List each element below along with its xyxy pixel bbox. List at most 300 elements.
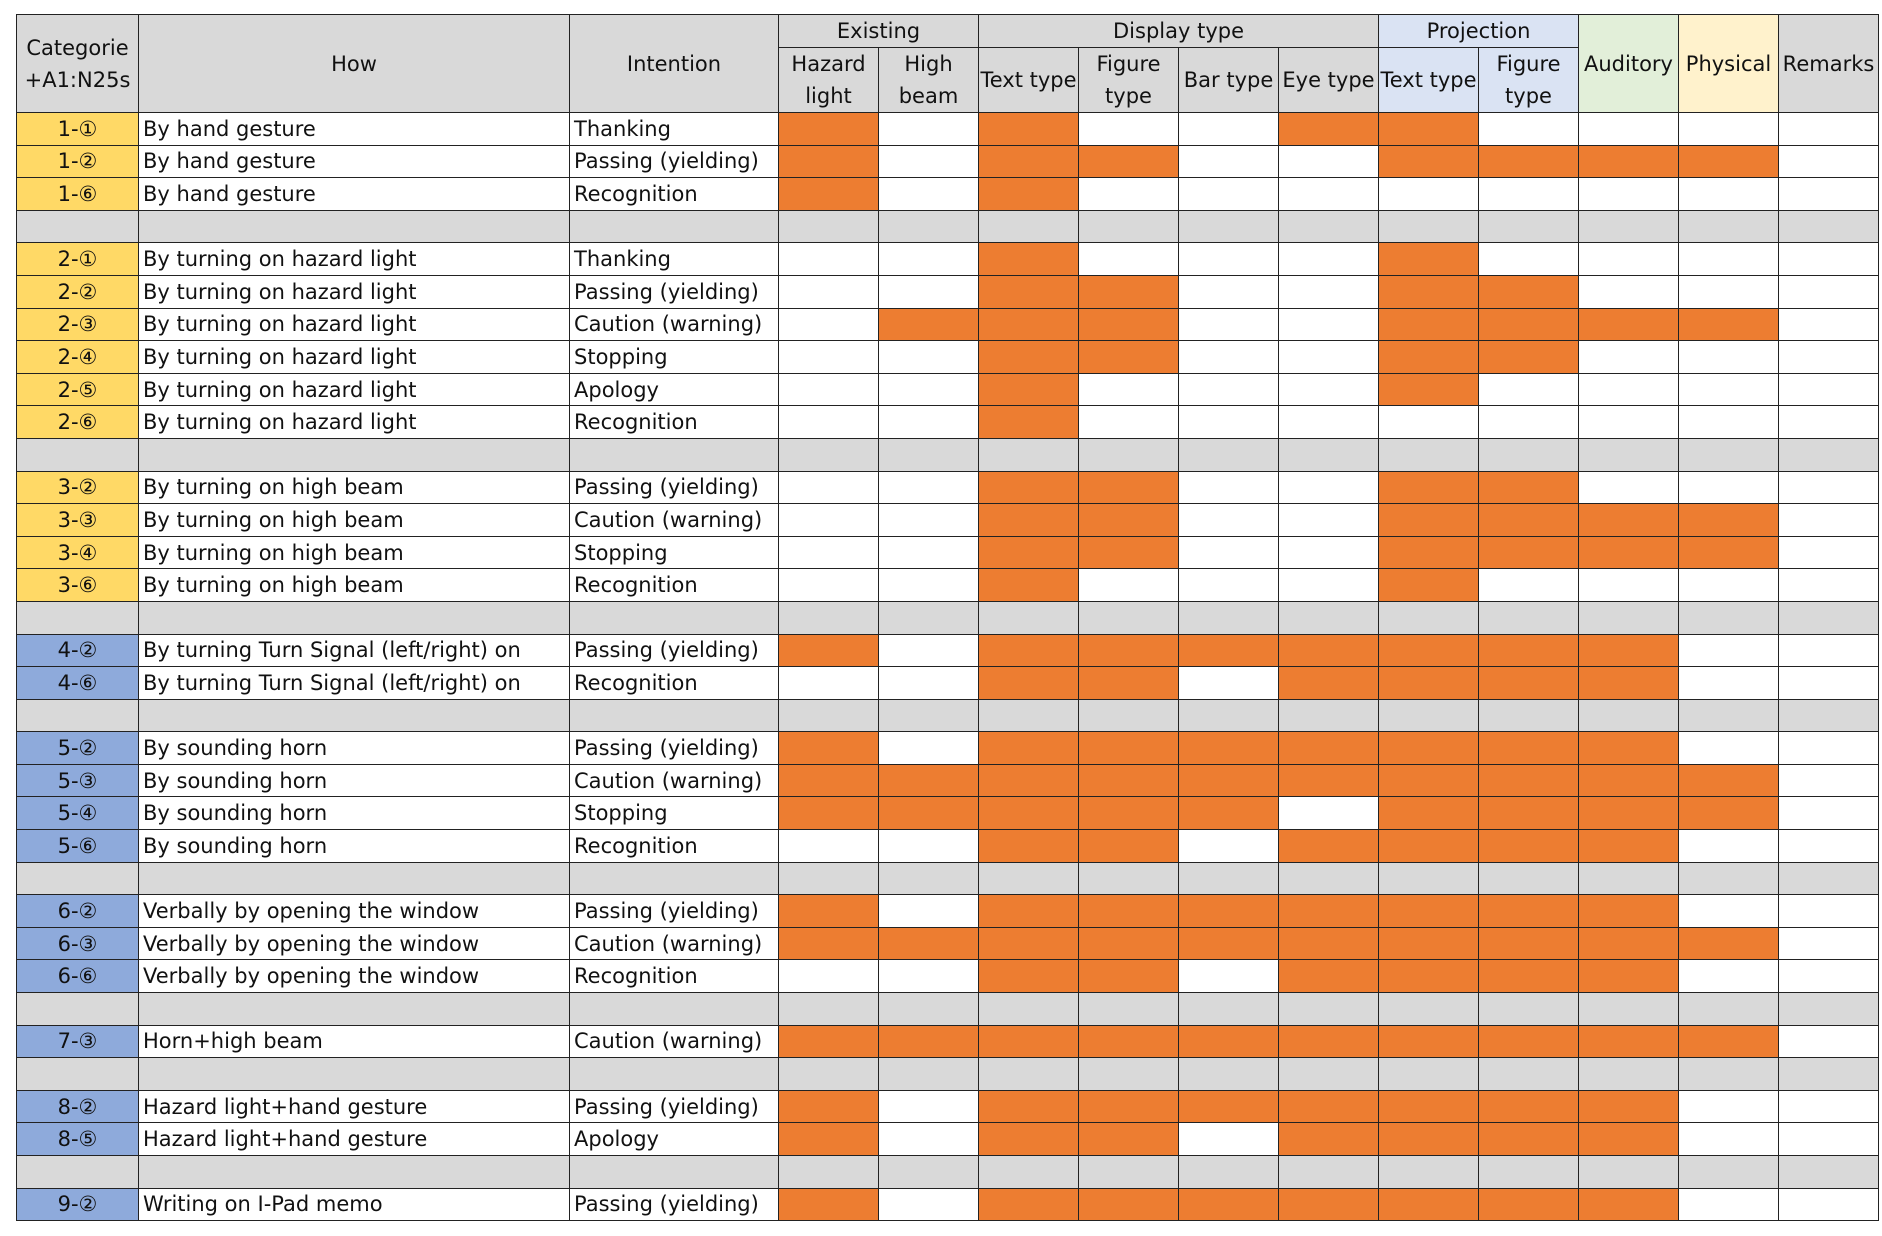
display-figure-type-mark-cell (1079, 830, 1179, 863)
projection-figure-type-mark-cell (1479, 1188, 1579, 1221)
hazard-light-mark-cell (779, 373, 879, 406)
intention-cell: Stopping (570, 797, 779, 830)
projection-figure-type-mark-cell (1479, 536, 1579, 569)
table-row (17, 764, 1879, 797)
table-row (17, 504, 1879, 537)
category-cell: 6-③ (17, 927, 139, 960)
hazard-light-mark-cell (779, 634, 879, 667)
physical-mark-cell (1679, 1123, 1779, 1156)
separator-cell (879, 993, 979, 1026)
hazard-light-mark-cell (779, 927, 879, 960)
separator-row (17, 862, 1879, 895)
category-cell: 2-③ (17, 308, 139, 341)
intention-cell: Passing (yielding) (570, 471, 779, 504)
high-beam-mark-cell (879, 960, 979, 993)
projection-text-type-mark-cell (1379, 471, 1479, 504)
auditory-mark-cell (1579, 1090, 1679, 1123)
eye-type-mark-cell (1279, 373, 1379, 406)
category-cell: 7-③ (17, 1025, 139, 1058)
remarks-mark-cell (1779, 1090, 1879, 1123)
display-figure-type-mark-cell (1079, 927, 1179, 960)
separator-cell (979, 1058, 1079, 1091)
separator-cell (779, 601, 879, 634)
separator-row (17, 993, 1879, 1026)
separator-cell (1179, 438, 1279, 471)
separator-cell (1379, 210, 1479, 243)
auditory-mark-cell (1579, 732, 1679, 765)
auditory-mark-cell (1579, 275, 1679, 308)
separator-cell (1479, 1058, 1579, 1091)
how-cell: By turning on high beam (139, 471, 570, 504)
hazard-light-mark-cell (779, 341, 879, 374)
physical-mark-cell (1679, 504, 1779, 537)
physical-mark-cell (1679, 634, 1779, 667)
remarks-mark-cell (1779, 895, 1879, 928)
projection-text-type-mark-cell (1379, 113, 1479, 146)
eye-type-mark-cell (1279, 504, 1379, 537)
hazard-light-mark-cell (779, 145, 879, 178)
eye-type-mark-cell (1279, 536, 1379, 569)
separator-cell (1779, 210, 1879, 243)
remarks-mark-cell (1779, 243, 1879, 276)
category-cell: 1-② (17, 145, 139, 178)
projection-figure-type-mark-cell (1479, 797, 1579, 830)
remarks-mark-cell (1779, 536, 1879, 569)
table-row (17, 243, 1879, 276)
separator-cell (570, 438, 779, 471)
auditory-mark-cell (1579, 960, 1679, 993)
display-figure-type-mark-cell (1079, 1188, 1179, 1221)
high-beam-mark-cell (879, 927, 979, 960)
header-existing: Existing (779, 15, 979, 48)
separator-cell (1079, 438, 1179, 471)
category-cell: 5-④ (17, 797, 139, 830)
bar-type-mark-cell (1179, 1025, 1279, 1058)
display-figure-type-mark-cell (1079, 471, 1179, 504)
eye-type-mark-cell (1279, 569, 1379, 602)
bar-type-mark-cell (1179, 1090, 1279, 1123)
bar-type-mark-cell (1179, 243, 1279, 276)
remarks-mark-cell (1779, 1025, 1879, 1058)
hazard-light-mark-cell (779, 764, 879, 797)
bar-type-mark-cell (1179, 895, 1279, 928)
projection-figure-type-mark-cell (1479, 275, 1579, 308)
header-how: How (139, 15, 570, 113)
table-row (17, 1090, 1879, 1123)
separator-cell (1179, 993, 1279, 1026)
display-figure-type-mark-cell (1079, 797, 1179, 830)
hazard-light-mark-cell (779, 308, 879, 341)
eye-type-mark-cell (1279, 178, 1379, 211)
display-figure-type-mark-cell (1079, 243, 1179, 276)
bar-type-mark-cell (1179, 927, 1279, 960)
display-text-type-mark-cell (979, 960, 1079, 993)
separator-cell (1379, 993, 1479, 1026)
intention-cell: Apology (570, 1123, 779, 1156)
eye-type-mark-cell (1279, 308, 1379, 341)
separator-row (17, 1058, 1879, 1091)
category-cell: 4-⑥ (17, 667, 139, 700)
category-cell: 8-② (17, 1090, 139, 1123)
projection-text-type-mark-cell (1379, 145, 1479, 178)
projection-figure-type-mark-cell (1479, 145, 1579, 178)
physical-mark-cell (1679, 1188, 1779, 1221)
separator-cell (570, 1058, 779, 1091)
separator-cell (1779, 601, 1879, 634)
separator-cell (139, 862, 570, 895)
projection-text-type-mark-cell (1379, 797, 1479, 830)
intention-cell: Recognition (570, 667, 779, 700)
separator-cell (17, 438, 139, 471)
separator-cell (17, 601, 139, 634)
eye-type-mark-cell (1279, 1188, 1379, 1221)
separator-cell (1779, 1058, 1879, 1091)
projection-text-type-mark-cell (1379, 1188, 1479, 1221)
hazard-light-mark-cell (779, 1090, 879, 1123)
separator-row (17, 1156, 1879, 1189)
intention-cell: Stopping (570, 536, 779, 569)
bar-type-mark-cell (1179, 471, 1279, 504)
separator-cell (1379, 1156, 1479, 1189)
auditory-mark-cell (1579, 504, 1679, 537)
physical-mark-cell (1679, 308, 1779, 341)
high-beam-mark-cell (879, 113, 979, 146)
separator-cell (1779, 1156, 1879, 1189)
high-beam-mark-cell (879, 536, 979, 569)
eye-type-mark-cell (1279, 406, 1379, 439)
table-row (17, 145, 1879, 178)
separator-cell (1079, 601, 1179, 634)
high-beam-mark-cell (879, 145, 979, 178)
remarks-mark-cell (1779, 732, 1879, 765)
physical-mark-cell (1679, 1025, 1779, 1058)
table-row (17, 341, 1879, 374)
auditory-mark-cell (1579, 341, 1679, 374)
category-cell: 2-⑥ (17, 406, 139, 439)
bar-type-mark-cell (1179, 1123, 1279, 1156)
physical-mark-cell (1679, 113, 1779, 146)
remarks-mark-cell (1779, 145, 1879, 178)
separator-cell (1079, 1156, 1179, 1189)
how-cell: By turning on hazard light (139, 243, 570, 276)
remarks-mark-cell (1779, 471, 1879, 504)
auditory-mark-cell (1579, 667, 1679, 700)
projection-figure-type-mark-cell (1479, 960, 1579, 993)
header-physical: Physical (1679, 15, 1779, 113)
remarks-mark-cell (1779, 504, 1879, 537)
projection-text-type-mark-cell (1379, 1123, 1479, 1156)
high-beam-mark-cell (879, 178, 979, 211)
separator-cell (1679, 993, 1779, 1026)
high-beam-mark-cell (879, 308, 979, 341)
display-figure-type-mark-cell (1079, 504, 1179, 537)
eye-type-mark-cell (1279, 927, 1379, 960)
eye-type-mark-cell (1279, 113, 1379, 146)
bar-type-mark-cell (1179, 667, 1279, 700)
intention-cell: Passing (yielding) (570, 145, 779, 178)
remarks-mark-cell (1779, 1188, 1879, 1221)
intention-cell: Apology (570, 373, 779, 406)
display-text-type-mark-cell (979, 830, 1079, 863)
separator-cell (1679, 862, 1779, 895)
category-cell: 2-⑤ (17, 373, 139, 406)
how-cell: Hazard light+hand gesture (139, 1090, 570, 1123)
separator-cell (1179, 210, 1279, 243)
auditory-mark-cell (1579, 536, 1679, 569)
projection-text-type-mark-cell (1379, 569, 1479, 602)
bar-type-mark-cell (1179, 830, 1279, 863)
display-figure-type-mark-cell (1079, 373, 1179, 406)
intention-cell: Passing (yielding) (570, 895, 779, 928)
separator-cell (979, 1156, 1079, 1189)
intention-cell: Recognition (570, 960, 779, 993)
how-cell: Verbally by opening the window (139, 960, 570, 993)
projection-text-type-mark-cell (1379, 634, 1479, 667)
physical-mark-cell (1679, 1090, 1779, 1123)
eye-type-mark-cell (1279, 145, 1379, 178)
remarks-mark-cell (1779, 275, 1879, 308)
bar-type-mark-cell (1179, 275, 1279, 308)
how-cell: Verbally by opening the window (139, 895, 570, 928)
display-text-type-mark-cell (979, 1188, 1079, 1221)
physical-mark-cell (1679, 536, 1779, 569)
display-figure-type-mark-cell (1079, 275, 1179, 308)
separator-cell (879, 438, 979, 471)
projection-text-type-mark-cell (1379, 732, 1479, 765)
table-row (17, 634, 1879, 667)
eye-type-mark-cell (1279, 895, 1379, 928)
how-cell: By turning on hazard light (139, 373, 570, 406)
high-beam-mark-cell (879, 895, 979, 928)
category-cell: 3-③ (17, 504, 139, 537)
intention-cell: Caution (warning) (570, 927, 779, 960)
auditory-mark-cell (1579, 1025, 1679, 1058)
intention-cell: Caution (warning) (570, 764, 779, 797)
projection-text-type-mark-cell (1379, 536, 1479, 569)
display-text-type-mark-cell (979, 927, 1079, 960)
intention-cell: Caution (warning) (570, 504, 779, 537)
auditory-mark-cell (1579, 895, 1679, 928)
category-cell: 3-② (17, 471, 139, 504)
category-cell: 9-② (17, 1188, 139, 1221)
physical-mark-cell (1679, 243, 1779, 276)
separator-cell (979, 993, 1079, 1026)
display-text-type-mark-cell (979, 308, 1079, 341)
projection-text-type-mark-cell (1379, 1090, 1479, 1123)
high-beam-mark-cell (879, 504, 979, 537)
separator-cell (1679, 210, 1779, 243)
table-row (17, 797, 1879, 830)
projection-text-type-mark-cell (1379, 308, 1479, 341)
hazard-light-mark-cell (779, 569, 879, 602)
separator-cell (570, 601, 779, 634)
header-intention: Intention (570, 15, 779, 113)
eye-type-mark-cell (1279, 471, 1379, 504)
hazard-light-mark-cell (779, 536, 879, 569)
projection-figure-type-mark-cell (1479, 634, 1579, 667)
projection-text-type-mark-cell (1379, 960, 1479, 993)
separator-cell (1279, 601, 1379, 634)
projection-figure-type-mark-cell (1479, 308, 1579, 341)
intention-cell: Thanking (570, 113, 779, 146)
display-figure-type-mark-cell (1079, 895, 1179, 928)
table-row (17, 275, 1879, 308)
table-row (17, 406, 1879, 439)
projection-figure-type-mark-cell (1479, 764, 1579, 797)
header-display-type: Display type (979, 15, 1379, 48)
separator-cell (1779, 993, 1879, 1026)
separator-cell (879, 601, 979, 634)
separator-cell (1279, 993, 1379, 1026)
how-cell: By hand gesture (139, 113, 570, 146)
physical-mark-cell (1679, 960, 1779, 993)
how-cell: By turning on high beam (139, 569, 570, 602)
display-figure-type-mark-cell (1079, 406, 1179, 439)
remarks-mark-cell (1779, 406, 1879, 439)
high-beam-mark-cell (879, 667, 979, 700)
remarks-mark-cell (1779, 308, 1879, 341)
projection-text-type-mark-cell (1379, 895, 1479, 928)
separator-cell (1679, 699, 1779, 732)
hazard-light-mark-cell (779, 667, 879, 700)
table-row (17, 895, 1879, 928)
display-figure-type-mark-cell (1079, 732, 1179, 765)
auditory-mark-cell (1579, 634, 1679, 667)
high-beam-mark-cell (879, 1090, 979, 1123)
projection-figure-type-mark-cell (1479, 667, 1579, 700)
eye-type-mark-cell (1279, 1090, 1379, 1123)
separator-cell (879, 862, 979, 895)
remarks-mark-cell (1779, 373, 1879, 406)
how-cell: By sounding horn (139, 732, 570, 765)
table-row (17, 960, 1879, 993)
display-text-type-mark-cell (979, 797, 1079, 830)
high-beam-mark-cell (879, 764, 979, 797)
table-row (17, 732, 1879, 765)
table-row (17, 569, 1879, 602)
table-row (17, 471, 1879, 504)
bar-type-mark-cell (1179, 536, 1279, 569)
separator-cell (1379, 1058, 1479, 1091)
separator-cell (1579, 601, 1679, 634)
separator-cell (570, 210, 779, 243)
bar-type-mark-cell (1179, 634, 1279, 667)
header-display-figure-type: Figure type (1079, 48, 1179, 113)
hazard-light-mark-cell (779, 830, 879, 863)
separator-cell (17, 993, 139, 1026)
separator-cell (139, 210, 570, 243)
how-cell: Horn+high beam (139, 1025, 570, 1058)
separator-cell (1579, 1156, 1679, 1189)
separator-cell (17, 1058, 139, 1091)
projection-figure-type-mark-cell (1479, 569, 1579, 602)
hazard-light-mark-cell (779, 275, 879, 308)
eye-type-mark-cell (1279, 667, 1379, 700)
header-projection: Projection (1379, 15, 1579, 48)
header-display-text-type: Text type (979, 48, 1079, 113)
separator-row (17, 601, 1879, 634)
separator-cell (1779, 862, 1879, 895)
separator-cell (1079, 699, 1179, 732)
projection-text-type-mark-cell (1379, 341, 1479, 374)
how-cell: By turning Turn Signal (left/right) on (139, 634, 570, 667)
separator-cell (139, 1058, 570, 1091)
projection-figure-type-mark-cell (1479, 1025, 1579, 1058)
hazard-light-mark-cell (779, 895, 879, 928)
separator-cell (1279, 1156, 1379, 1189)
bar-type-mark-cell (1179, 504, 1279, 537)
physical-mark-cell (1679, 569, 1779, 602)
eye-type-mark-cell (1279, 1025, 1379, 1058)
intention-cell: Passing (yielding) (570, 634, 779, 667)
physical-mark-cell (1679, 341, 1779, 374)
display-figure-type-mark-cell (1079, 536, 1179, 569)
hazard-light-mark-cell (779, 960, 879, 993)
physical-mark-cell (1679, 895, 1779, 928)
physical-mark-cell (1679, 178, 1779, 211)
physical-mark-cell (1679, 797, 1779, 830)
display-figure-type-mark-cell (1079, 569, 1179, 602)
separator-cell (139, 699, 570, 732)
bar-type-mark-cell (1179, 308, 1279, 341)
intention-cell: Caution (warning) (570, 1025, 779, 1058)
projection-figure-type-mark-cell (1479, 1123, 1579, 1156)
how-cell: By turning on hazard light (139, 341, 570, 374)
display-figure-type-mark-cell (1079, 667, 1179, 700)
table-row (17, 927, 1879, 960)
bar-type-mark-cell (1179, 113, 1279, 146)
category-cell: 5-② (17, 732, 139, 765)
eye-type-mark-cell (1279, 797, 1379, 830)
category-cell: 1-① (17, 113, 139, 146)
category-cell: 2-② (17, 275, 139, 308)
remarks-mark-cell (1779, 634, 1879, 667)
display-figure-type-mark-cell (1079, 341, 1179, 374)
high-beam-mark-cell (879, 830, 979, 863)
bar-type-mark-cell (1179, 341, 1279, 374)
high-beam-mark-cell (879, 634, 979, 667)
projection-figure-type-mark-cell (1479, 373, 1579, 406)
header-eye-type: Eye type (1279, 48, 1379, 113)
separator-cell (1079, 1058, 1179, 1091)
projection-text-type-mark-cell (1379, 667, 1479, 700)
how-cell: By turning on hazard light (139, 308, 570, 341)
how-cell: By turning on hazard light (139, 406, 570, 439)
separator-cell (570, 862, 779, 895)
table-row (17, 113, 1879, 146)
projection-figure-type-mark-cell (1479, 341, 1579, 374)
separator-cell (1079, 210, 1179, 243)
separator-cell (1379, 699, 1479, 732)
auditory-mark-cell (1579, 308, 1679, 341)
display-text-type-mark-cell (979, 1123, 1079, 1156)
remarks-mark-cell (1779, 341, 1879, 374)
bar-type-mark-cell (1179, 145, 1279, 178)
eye-type-mark-cell (1279, 1123, 1379, 1156)
header-projection-figure-type: Figure type (1479, 48, 1579, 113)
table-row (17, 1025, 1879, 1058)
how-cell: By turning on high beam (139, 536, 570, 569)
table-row (17, 1188, 1879, 1221)
bar-type-mark-cell (1179, 373, 1279, 406)
separator-cell (1679, 1156, 1779, 1189)
separator-cell (139, 1156, 570, 1189)
physical-mark-cell (1679, 927, 1779, 960)
auditory-mark-cell (1579, 830, 1679, 863)
display-text-type-mark-cell (979, 471, 1079, 504)
intention-cell: Recognition (570, 406, 779, 439)
separator-cell (1179, 699, 1279, 732)
